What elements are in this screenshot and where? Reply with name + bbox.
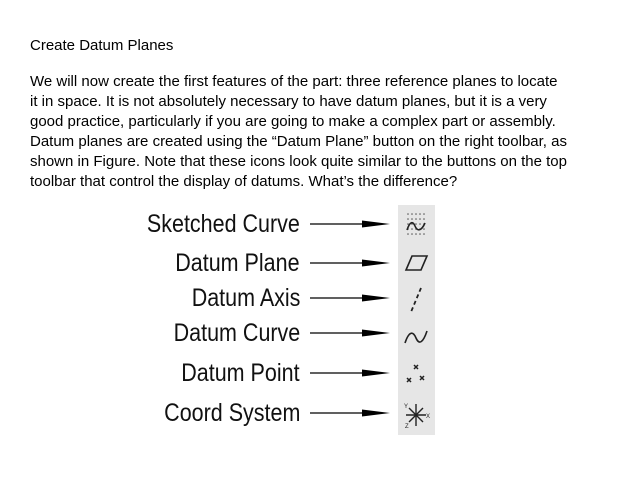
coord-system-icon[interactable] bbox=[401, 400, 431, 430]
label-sketched-curve: Sketched Curve bbox=[147, 210, 300, 238]
coord-axis-letter: Z bbox=[405, 424, 409, 430]
sketched-curve-icon[interactable] bbox=[401, 209, 431, 239]
toolbar-strip bbox=[398, 205, 435, 435]
label-datum-curve: Datum Curve bbox=[173, 319, 300, 347]
arrow-icon bbox=[310, 257, 390, 269]
arrow-icon bbox=[310, 218, 390, 230]
label-datum-point: Datum Point bbox=[181, 359, 300, 387]
paragraph-line: shown in Figure. Note that these icons look quite similar to the buttons on the top bbox=[30, 153, 567, 170]
datum-curve-icon[interactable] bbox=[401, 321, 431, 351]
coord-axis-letter: Y bbox=[404, 404, 409, 410]
paragraph-line: it in space. It is not absolutely necessary to have datum planes, but it is a very bbox=[30, 93, 547, 110]
datum-point-icon[interactable] bbox=[401, 361, 431, 391]
paragraph-line: Datum planes are created using the “Datum Plane” button on the right toolbar, as bbox=[30, 133, 567, 150]
label-datum-axis: Datum Axis bbox=[191, 284, 300, 312]
datum-plane-icon[interactable] bbox=[401, 248, 431, 278]
paragraph-line: good practice, particularly if you are going to make a complex part or assembly. bbox=[30, 113, 556, 130]
label-datum-plane: Datum Plane bbox=[175, 249, 300, 277]
label-coord-system: Coord System bbox=[163, 399, 300, 427]
arrow-icon bbox=[310, 327, 390, 339]
arrow-icon bbox=[310, 407, 390, 419]
coord-axis-letter: X bbox=[426, 414, 431, 420]
paragraph-line: We will now create the first features of the part: three reference planes to locate bbox=[30, 73, 558, 90]
arrow-icon bbox=[310, 292, 390, 304]
datum-axis-icon[interactable] bbox=[401, 285, 431, 315]
paragraph-line: toolbar that control the display of datums. What’s the difference? bbox=[30, 173, 458, 190]
page-heading: Create Datum Planes bbox=[30, 37, 174, 54]
arrow-icon bbox=[310, 367, 390, 379]
